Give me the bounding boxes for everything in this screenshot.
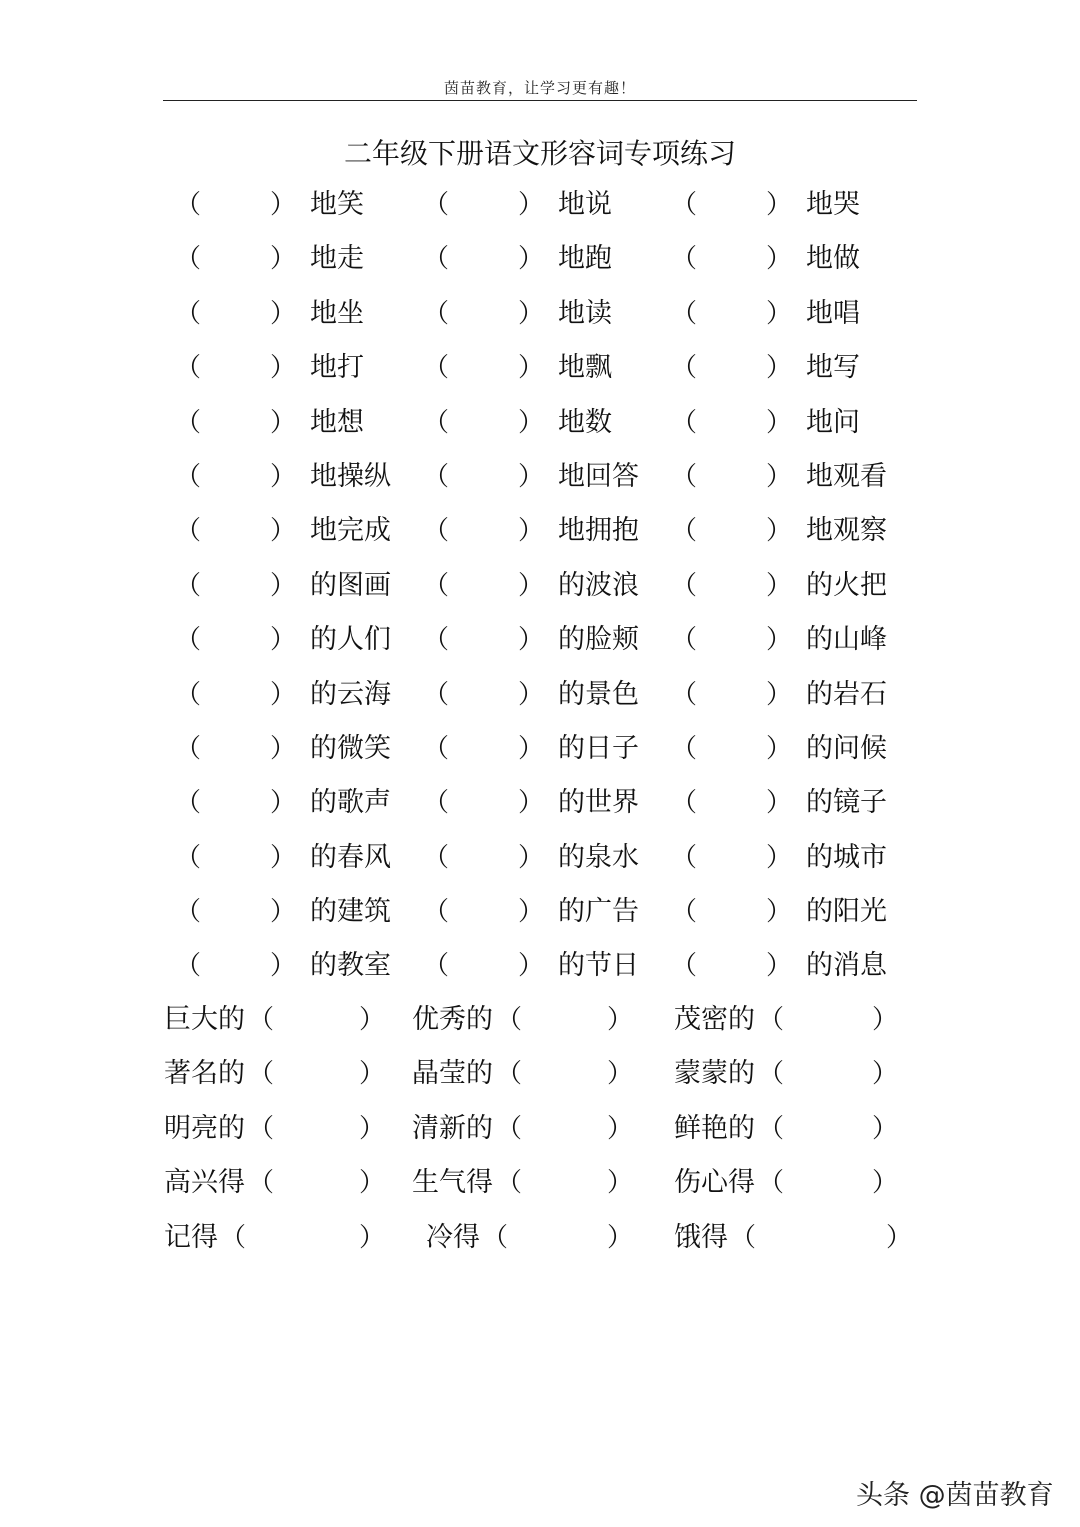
open-paren: （: [175, 461, 202, 492]
answer-blank[interactable]: [788, 1055, 872, 1093]
open-paren: （: [671, 788, 698, 819]
close-paren: ）: [872, 1059, 899, 1090]
open-paren: （: [423, 897, 450, 928]
close-paren: ）: [518, 788, 545, 819]
target-word: 地跑: [558, 243, 612, 275]
open-paren: （: [423, 298, 450, 329]
target-word: 的节日: [558, 950, 639, 982]
answer-blank[interactable]: [788, 1001, 872, 1039]
target-word: 优秀的: [412, 1004, 493, 1035]
open-paren: （: [423, 407, 450, 438]
exercise-row: [0, 559, 1080, 613]
target-word: 的图画: [310, 569, 391, 601]
target-word: 清新的: [412, 1112, 493, 1144]
close-paren: ）: [607, 1168, 634, 1199]
close-paren: ）: [766, 190, 793, 220]
target-word: 生气得: [412, 1167, 493, 1199]
target-word: 的世界: [558, 787, 639, 819]
open-paren: （: [671, 516, 698, 547]
open-paren: （: [423, 951, 450, 982]
close-paren: ）: [766, 897, 793, 928]
answer-blank[interactable]: [788, 1164, 872, 1202]
open-paren: （: [175, 842, 202, 873]
exercise-row: [0, 178, 1080, 232]
close-paren: ）: [359, 1168, 386, 1199]
answer-blank[interactable]: [278, 1110, 359, 1148]
close-paren: ）: [766, 788, 793, 819]
exercise-row: [0, 232, 1080, 286]
close-paren: ）: [359, 1113, 386, 1144]
open-paren: （: [671, 625, 698, 656]
answer-blank[interactable]: [526, 1110, 607, 1148]
exercise-row: [0, 1211, 1080, 1265]
target-word: 地坐: [310, 297, 364, 329]
target-word: 的云海: [310, 678, 391, 710]
target-word: 的城市: [806, 841, 887, 873]
open-paren: （: [671, 244, 698, 275]
exercise-row: [0, 776, 1080, 830]
open-paren: （: [175, 570, 202, 601]
target-word: 地哭: [806, 189, 860, 220]
target-word: 著名的: [164, 1058, 245, 1090]
open-paren: （: [496, 1168, 523, 1199]
close-paren: ）: [518, 679, 545, 710]
close-paren: ）: [518, 244, 545, 275]
open-paren: （: [175, 897, 202, 928]
open-paren: （: [671, 298, 698, 329]
target-word: 冷得: [426, 1221, 480, 1253]
blank-after-word-section: [0, 993, 1080, 1265]
target-word: 的问候: [806, 732, 887, 764]
target-word: 蒙蒙的: [674, 1058, 755, 1090]
target-word: 地问: [806, 406, 860, 438]
open-paren: （: [758, 1168, 785, 1199]
open-paren: （: [758, 1113, 785, 1144]
close-paren: ）: [872, 1113, 899, 1144]
open-paren: （: [671, 461, 698, 492]
target-word: 地唱: [806, 297, 860, 329]
open-paren: （: [423, 570, 450, 601]
open-paren: （: [175, 679, 202, 710]
open-paren: （: [220, 1222, 247, 1253]
open-paren: （: [248, 1005, 275, 1035]
open-paren: （: [175, 298, 202, 329]
close-paren: ）: [518, 516, 545, 547]
answer-blank[interactable]: [788, 1110, 872, 1148]
open-paren: （: [671, 897, 698, 928]
target-word: 的岩石: [806, 678, 887, 710]
open-paren: （: [671, 407, 698, 438]
watermark: 头条 @茵苗教育: [856, 1480, 1054, 1511]
open-paren: （: [175, 407, 202, 438]
target-word: 的泉水: [558, 841, 639, 873]
open-paren: （: [423, 190, 450, 220]
close-paren: ）: [518, 407, 545, 438]
close-paren: ）: [518, 897, 545, 928]
close-paren: ）: [766, 461, 793, 492]
open-paren: （: [175, 625, 202, 656]
target-word: 的脸颊: [558, 624, 639, 656]
open-paren: （: [423, 625, 450, 656]
close-paren: ）: [872, 1005, 899, 1035]
close-paren: ）: [359, 1222, 386, 1253]
open-paren: （: [423, 788, 450, 819]
close-paren: ）: [270, 298, 297, 329]
open-paren: （: [671, 679, 698, 710]
close-paren: ）: [270, 679, 297, 710]
close-paren: ）: [766, 353, 793, 384]
close-paren: ）: [518, 570, 545, 601]
target-word: 的广告: [558, 896, 639, 928]
answer-blank[interactable]: [278, 1055, 359, 1093]
open-paren: （: [671, 842, 698, 873]
close-paren: ）: [607, 1005, 634, 1035]
close-paren: ）: [270, 570, 297, 601]
open-paren: （: [248, 1168, 275, 1199]
target-word: 的景色: [558, 678, 639, 710]
target-word: 高兴得: [164, 1167, 245, 1199]
close-paren: ）: [270, 407, 297, 438]
target-word: 饿得: [674, 1221, 728, 1253]
answer-blank[interactable]: [512, 1219, 607, 1257]
target-word: 的日子: [558, 732, 639, 764]
close-paren: ）: [766, 951, 793, 982]
open-paren: （: [423, 353, 450, 384]
page-title: 二年级下册语文形容词专项练习: [343, 137, 736, 170]
open-paren: （: [758, 1005, 785, 1035]
blank-before-word-section: [0, 178, 1080, 994]
close-paren: ）: [766, 244, 793, 275]
close-paren: ）: [270, 516, 297, 547]
open-paren: （: [423, 679, 450, 710]
close-paren: ）: [872, 1168, 899, 1199]
close-paren: ）: [270, 951, 297, 982]
open-paren: （: [423, 733, 450, 764]
target-word: 地飘: [558, 352, 612, 384]
exercise-row: [0, 287, 1080, 341]
close-paren: ）: [766, 407, 793, 438]
close-paren: ）: [518, 298, 545, 329]
target-word: 地走: [310, 243, 364, 275]
target-word: 的消息: [806, 950, 887, 982]
exercise-row: [0, 504, 1080, 558]
close-paren: ）: [518, 353, 545, 384]
target-word: 的建筑: [310, 896, 391, 928]
exercise-row: [0, 396, 1080, 450]
target-word: 茂密的: [674, 1004, 755, 1035]
close-paren: ）: [766, 625, 793, 656]
target-word: 地完成: [310, 515, 391, 547]
open-paren: （: [175, 788, 202, 819]
close-paren: ）: [518, 625, 545, 656]
close-paren: ）: [518, 461, 545, 492]
close-paren: ）: [518, 190, 545, 220]
answer-blank[interactable]: [526, 1055, 607, 1093]
exercise-row: [0, 1156, 1080, 1210]
target-word: 地想: [310, 406, 364, 438]
close-paren: ）: [607, 1113, 634, 1144]
target-word: 地说: [558, 189, 612, 220]
target-word: 的教室: [310, 950, 391, 982]
target-word: 地写: [806, 352, 860, 384]
open-paren: （: [496, 1059, 523, 1090]
target-word: 的微笑: [310, 732, 391, 764]
exercise-row: [0, 831, 1080, 885]
close-paren: ）: [607, 1222, 634, 1253]
target-word: 的人们: [310, 624, 391, 656]
close-paren: ）: [270, 625, 297, 656]
target-word: 的阳光: [806, 896, 887, 928]
close-paren: ）: [270, 788, 297, 819]
exercise-row: [0, 939, 1080, 993]
exercise-row: [0, 613, 1080, 667]
open-paren: （: [496, 1113, 523, 1144]
open-paren: （: [423, 516, 450, 547]
target-word: 地拥抱: [558, 515, 639, 547]
exercise-row: [0, 341, 1080, 395]
open-paren: （: [671, 733, 698, 764]
target-word: 鲜艳的: [674, 1112, 755, 1144]
close-paren: ）: [766, 842, 793, 873]
close-paren: ）: [518, 842, 545, 873]
target-word: 巨大的: [164, 1004, 245, 1035]
open-paren: （: [175, 516, 202, 547]
header-slogan: 茵苗教育，让学习更有趣！: [443, 79, 636, 97]
answer-blank[interactable]: [278, 1001, 359, 1039]
target-word: 地笑: [310, 189, 364, 220]
close-paren: ）: [518, 951, 545, 982]
answer-blank[interactable]: [760, 1219, 886, 1257]
open-paren: （: [496, 1005, 523, 1035]
close-paren: ）: [270, 461, 297, 492]
close-paren: ）: [270, 733, 297, 764]
target-word: 的镜子: [806, 787, 887, 819]
target-word: 地做: [806, 243, 860, 275]
answer-blank[interactable]: [526, 1164, 607, 1202]
target-word: 地观看: [806, 460, 887, 492]
close-paren: ）: [766, 679, 793, 710]
close-paren: ）: [766, 298, 793, 329]
exercise-row: [0, 885, 1080, 939]
target-word: 的山峰: [806, 624, 887, 656]
exercise-row: [0, 1102, 1080, 1156]
target-word: 地操纵: [310, 460, 391, 492]
open-paren: （: [175, 190, 202, 220]
answer-blank[interactable]: [278, 1164, 359, 1202]
close-paren: ）: [270, 842, 297, 873]
target-word: 的歌声: [310, 787, 391, 819]
open-paren: （: [175, 244, 202, 275]
target-word: 的火把: [806, 569, 887, 601]
close-paren: ）: [270, 353, 297, 384]
exercise-row: [0, 1047, 1080, 1101]
target-word: 的春风: [310, 841, 391, 873]
open-paren: （: [671, 190, 698, 220]
close-paren: ）: [766, 516, 793, 547]
open-paren: （: [758, 1059, 785, 1090]
close-paren: ）: [886, 1222, 913, 1253]
target-word: 的波浪: [558, 569, 639, 601]
exercise-row: [0, 450, 1080, 504]
answer-blank[interactable]: [526, 1001, 607, 1039]
close-paren: ）: [270, 244, 297, 275]
open-paren: （: [248, 1113, 275, 1144]
open-paren: （: [423, 461, 450, 492]
close-paren: ）: [359, 1005, 386, 1035]
target-word: 记得: [164, 1221, 218, 1253]
open-paren: （: [423, 842, 450, 873]
target-word: 地数: [558, 406, 612, 438]
open-paren: （: [175, 733, 202, 764]
exercise-row: [0, 993, 1080, 1047]
target-word: 明亮的: [164, 1112, 245, 1144]
target-word: 地打: [310, 352, 364, 384]
open-paren: （: [248, 1059, 275, 1090]
close-paren: ）: [270, 190, 297, 220]
close-paren: ）: [607, 1059, 634, 1090]
open-paren: （: [175, 951, 202, 982]
close-paren: ）: [270, 897, 297, 928]
close-paren: ）: [359, 1059, 386, 1090]
open-paren: （: [482, 1222, 509, 1253]
open-paren: （: [730, 1222, 757, 1253]
target-word: 地观察: [806, 515, 887, 547]
close-paren: ）: [766, 570, 793, 601]
close-paren: ）: [518, 733, 545, 764]
exercise-row: [0, 668, 1080, 722]
open-paren: （: [423, 244, 450, 275]
open-paren: （: [175, 353, 202, 384]
open-paren: （: [671, 353, 698, 384]
target-word: 伤心得: [674, 1167, 755, 1199]
target-word: 地读: [558, 297, 612, 329]
answer-blank[interactable]: [250, 1219, 359, 1257]
exercise-row: [0, 722, 1080, 776]
open-paren: （: [671, 951, 698, 982]
open-paren: （: [671, 570, 698, 601]
target-word: 地回答: [558, 460, 639, 492]
target-word: 晶莹的: [412, 1058, 493, 1090]
header-divider: [163, 100, 917, 101]
close-paren: ）: [766, 733, 793, 764]
